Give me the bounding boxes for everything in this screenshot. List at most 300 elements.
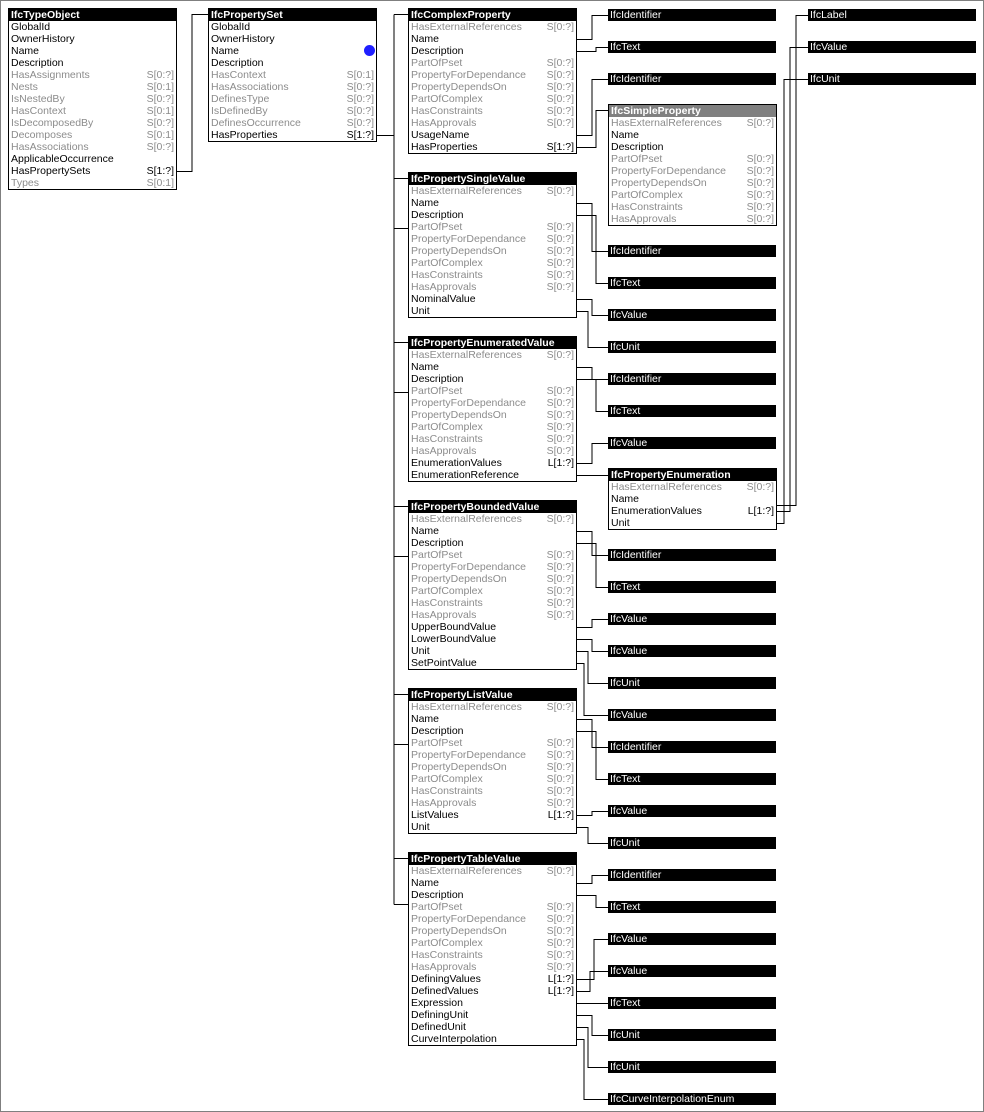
type-ifc-value[interactable]: IfcValue (608, 645, 776, 657)
attribute-property-depends-on (409, 925, 576, 937)
attribute-name: PartOfComplex (411, 257, 483, 269)
attribute-name: Description (411, 209, 464, 221)
attribute-cardinality: S[0:?] (746, 165, 774, 177)
attribute-description (409, 373, 576, 385)
attribute-name: HasAssociations (11, 141, 89, 153)
attribute-name: PartOfComplex (411, 773, 483, 785)
attribute-has-approvals (409, 281, 576, 293)
connector-line (577, 828, 608, 844)
type-ifc-value[interactable]: IfcValue (608, 437, 776, 449)
attribute-name: DefinedUnit (411, 1021, 466, 1033)
attribute-cardinality: L[1:?] (547, 457, 574, 469)
attribute-name: IsNestedBy (11, 93, 65, 105)
attribute-part-of-complex (409, 421, 576, 433)
attribute-name: PropertyDependsOn (411, 81, 507, 93)
connector-line (577, 204, 608, 252)
attribute-name: PropertyDependsOn (411, 761, 507, 773)
attribute-property-for-dependance (409, 397, 576, 409)
connector-line (777, 48, 808, 512)
attribute-cardinality: S[0:?] (346, 93, 374, 105)
attribute-name: HasConstraints (411, 269, 483, 281)
attribute-name (409, 877, 576, 889)
attribute-cardinality: S[0:?] (546, 949, 574, 961)
attribute-has-external-references (409, 349, 576, 361)
entity-ifc-simple-property[interactable] (608, 104, 777, 226)
attribute-name: HasExternalReferences (411, 21, 522, 33)
entity-title: IfcPropertyListValue (409, 689, 576, 701)
attribute-has-external-references (409, 21, 576, 33)
attribute-name: PartOfPset (411, 901, 463, 913)
attribute-property-for-dependance (409, 913, 576, 925)
attribute-property-for-dependance (609, 165, 776, 177)
attribute-cardinality: S[0:?] (146, 69, 174, 81)
type-ifc-text[interactable]: IfcText (608, 581, 776, 593)
attribute-name (409, 713, 576, 725)
attribute-defines-occurrence (209, 117, 376, 129)
attribute-has-properties (409, 141, 576, 153)
attribute-name: Name (211, 45, 240, 57)
attribute-name: Description (211, 57, 264, 69)
attribute-cardinality: S[0:?] (546, 397, 574, 409)
attribute-name: Description (411, 45, 464, 57)
attribute-has-context (9, 105, 176, 117)
attribute-cardinality: S[1:?] (146, 165, 174, 177)
attribute-cardinality: S[0:?] (546, 69, 574, 81)
attribute-applicable-occurrence (9, 153, 176, 165)
type-ifc-text[interactable]: IfcText (608, 41, 776, 53)
type-ifc-identifier[interactable]: IfcIdentifier (608, 245, 776, 257)
attribute-name (209, 45, 376, 57)
attribute-cardinality: S[0:?] (546, 93, 574, 105)
attribute-name: HasConstraints (611, 201, 683, 213)
type-ifc-value[interactable]: IfcValue (608, 965, 776, 977)
attribute-cardinality: S[0:?] (546, 761, 574, 773)
type-ifc-unit[interactable]: IfcUnit (608, 837, 776, 849)
attribute-curve-interpolation (409, 1033, 576, 1045)
attribute-usage-name (409, 129, 576, 141)
attribute-name: HasPropertySets (11, 165, 91, 177)
attribute-name: HasExternalReferences (411, 185, 522, 197)
attribute-name: Description (411, 373, 464, 385)
attribute-name: Description (11, 57, 64, 69)
attribute-defining-unit (409, 1009, 576, 1021)
attribute-nominal-value (409, 293, 576, 305)
attribute-name: HasConstraints (411, 785, 483, 797)
attribute-has-external-references (609, 481, 776, 493)
attribute-cardinality: S[0:?] (546, 937, 574, 949)
type-ifc-unit[interactable]: IfcUnit (608, 1029, 776, 1041)
type-ifc-identifier[interactable]: IfcIdentifier (608, 741, 776, 753)
type-ifc-text[interactable]: IfcText (608, 997, 776, 1009)
entity-title: IfcComplexProperty (409, 9, 576, 21)
attribute-description (409, 45, 576, 57)
attribute-cardinality: S[0:?] (546, 385, 574, 397)
attribute-name: Name (611, 129, 640, 141)
attribute-description (9, 57, 176, 69)
attribute-cardinality: S[0:1] (146, 129, 174, 141)
attribute-name: HasApprovals (411, 609, 477, 621)
attribute-property-depends-on (409, 81, 576, 93)
attribute-property-for-dependance (409, 233, 576, 245)
attribute-name: PropertyForDependance (411, 561, 526, 573)
connector-line (577, 444, 608, 464)
attribute-part-of-pset (409, 57, 576, 69)
attribute-part-of-pset (409, 385, 576, 397)
attribute-cardinality: S[0:?] (546, 21, 574, 33)
type-ifc-value[interactable]: IfcValue (608, 933, 776, 945)
attribute-has-approvals (409, 609, 576, 621)
attribute-owner-history (209, 33, 376, 45)
attribute-has-approvals (409, 797, 576, 809)
attribute-cardinality: S[1:?] (546, 141, 574, 153)
attribute-name: HasContext (11, 105, 66, 117)
attribute-cardinality: S[0:?] (546, 597, 574, 609)
attribute-cardinality: S[0:?] (546, 409, 574, 421)
attribute-name: HasConstraints (411, 105, 483, 117)
attribute-global-id (9, 21, 176, 33)
attribute-name: PartOfComplex (411, 937, 483, 949)
connector-line (577, 16, 608, 40)
attribute-name: HasApprovals (411, 281, 477, 293)
attribute-cardinality: S[0:?] (546, 785, 574, 797)
attribute-name: IsDecomposedBy (11, 117, 94, 129)
attribute-property-depends-on (409, 409, 576, 421)
attribute-name: PropertyForDependance (411, 913, 526, 925)
attribute-name: Types (11, 177, 40, 189)
attribute-is-decomposed-by (9, 117, 176, 129)
attribute-cardinality: S[0:1] (146, 105, 174, 117)
attribute-name: HasAssociations (211, 81, 289, 93)
attribute-name (609, 493, 776, 505)
connector-line (577, 664, 608, 716)
connector-line (577, 652, 608, 684)
attribute-name: PartOfPset (411, 385, 463, 397)
attribute-part-of-pset (609, 153, 776, 165)
type-ifc-unit[interactable]: IfcUnit (808, 73, 976, 85)
type-ifc-unit[interactable]: IfcUnit (608, 677, 776, 689)
attribute-list-values (409, 809, 576, 821)
attribute-name: Unit (411, 821, 430, 833)
attribute-cardinality: S[0:?] (346, 117, 374, 129)
attribute-name: ListValues (411, 809, 459, 821)
connector-line (577, 812, 608, 816)
attribute-has-associations (209, 81, 376, 93)
attribute-name (409, 33, 576, 45)
connector-line (577, 300, 608, 316)
attribute-description (409, 537, 576, 549)
type-ifc-unit[interactable]: IfcUnit (608, 341, 776, 353)
entity-ifc-type-object[interactable] (8, 8, 177, 190)
attribute-has-constraints (609, 201, 776, 213)
attribute-property-depends-on (609, 177, 776, 189)
attribute-name: GlobalId (11, 21, 51, 33)
attribute-name: SetPointValue (411, 657, 477, 669)
attribute-property-for-dependance (409, 69, 576, 81)
attribute-description (409, 889, 576, 901)
attribute-name: DefinesType (211, 93, 270, 105)
attribute-has-properties (209, 129, 376, 141)
attribute-name: Decomposes (11, 129, 73, 141)
attribute-cardinality: S[0:?] (546, 961, 574, 973)
attribute-part-of-pset (409, 221, 576, 233)
entity-ifc-property-enumerated-value[interactable] (408, 336, 577, 482)
attribute-name: PartOfComplex (411, 585, 483, 597)
entity-ifc-property-set[interactable] (208, 8, 377, 142)
attribute-cardinality: S[0:1] (346, 69, 374, 81)
attribute-name: DefinesOccurrence (211, 117, 301, 129)
attribute-name: PartOfComplex (411, 421, 483, 433)
attribute-property-for-dependance (409, 749, 576, 761)
attribute-expression (409, 997, 576, 1009)
attribute-cardinality: S[0:?] (546, 925, 574, 937)
type-ifc-value[interactable]: IfcValue (808, 41, 976, 53)
attribute-name: PropertyForDependance (411, 749, 526, 761)
attribute-has-assignments (9, 69, 176, 81)
attribute-part-of-complex (409, 937, 576, 949)
attribute-name: HasConstraints (411, 433, 483, 445)
entity-ifc-property-table-value[interactable] (408, 852, 577, 1046)
attribute-part-of-pset (409, 901, 576, 913)
attribute-name: Expression (411, 997, 463, 1009)
attribute-cardinality: S[0:?] (546, 281, 574, 293)
attribute-cardinality: S[0:?] (546, 245, 574, 257)
connector-line (577, 1016, 608, 1036)
attribute-name: PropertyDependsOn (411, 245, 507, 257)
attribute-description (609, 141, 776, 153)
attribute-enumeration-values (409, 457, 576, 469)
attribute-name: DefinedValues (411, 985, 479, 997)
attribute-cardinality: S[0:?] (546, 445, 574, 457)
attribute-name: DefiningValues (411, 973, 481, 985)
connector-line (577, 368, 608, 380)
type-ifc-curve-interpolation-enum[interactable]: IfcCurveInterpolationEnum (608, 1093, 776, 1105)
attribute-cardinality: S[0:?] (546, 901, 574, 913)
attribute-name: PartOfPset (411, 737, 463, 749)
attribute-name: HasExternalReferences (411, 865, 522, 877)
type-ifc-text[interactable]: IfcText (608, 405, 776, 417)
attribute-name: PropertyDependsOn (411, 409, 507, 421)
attribute-cardinality: S[0:?] (546, 257, 574, 269)
attribute-name: PartOfPset (411, 549, 463, 561)
attribute-cardinality: S[0:?] (546, 749, 574, 761)
attribute-cardinality: S[1:?] (346, 129, 374, 141)
type-ifc-value[interactable]: IfcValue (608, 805, 776, 817)
attribute-cardinality: S[0:?] (546, 433, 574, 445)
type-ifc-value[interactable]: IfcValue (608, 613, 776, 625)
connector-line (577, 312, 608, 348)
attribute-cardinality: S[0:?] (546, 233, 574, 245)
attribute-name: DefiningUnit (411, 1009, 469, 1021)
attribute-cardinality: S[0:?] (546, 105, 574, 117)
attribute-name: Name (11, 45, 40, 57)
attribute-name: Unit (611, 517, 630, 529)
entity-title: IfcPropertyTableValue (409, 853, 576, 865)
attribute-cardinality: S[0:?] (546, 349, 574, 361)
attribute-has-external-references (409, 865, 576, 877)
attribute-has-approvals (609, 213, 776, 225)
attribute-description (409, 209, 576, 221)
attribute-name: PartOfPset (611, 153, 663, 165)
attribute-cardinality: S[0:?] (546, 573, 574, 585)
attribute-cardinality: S[0:?] (546, 81, 574, 93)
attribute-cardinality: S[0:?] (746, 153, 774, 165)
attribute-types (9, 177, 176, 189)
connector-line (577, 720, 608, 748)
attribute-part-of-complex (609, 189, 776, 201)
attribute-cardinality: S[0:?] (746, 213, 774, 225)
entity-ifc-property-enumeration[interactable] (608, 468, 777, 530)
type-ifc-value[interactable]: IfcValue (608, 709, 776, 721)
connector-line (577, 1040, 608, 1100)
attribute-property-depends-on (409, 245, 576, 257)
attribute-name: HasExternalReferences (411, 701, 522, 713)
attribute-has-constraints (409, 105, 576, 117)
attribute-name: OwnerHistory (11, 33, 75, 45)
attribute-name: Name (411, 713, 440, 725)
attribute-cardinality: L[1:?] (547, 973, 574, 985)
attribute-cardinality: S[0:?] (546, 221, 574, 233)
attribute-name: HasApprovals (411, 445, 477, 457)
attribute-name: PropertyForDependance (611, 165, 726, 177)
attribute-has-approvals (409, 445, 576, 457)
attribute-name: Name (611, 493, 640, 505)
attribute-is-defined-by (209, 105, 376, 117)
attribute-cardinality: S[0:1] (146, 177, 174, 189)
attribute-cardinality: S[0:?] (546, 57, 574, 69)
type-ifc-text[interactable]: IfcText (608, 901, 776, 913)
attribute-part-of-pset (409, 737, 576, 749)
attribute-name: HasProperties (211, 129, 278, 141)
attribute-name: PropertyDependsOn (411, 573, 507, 585)
type-ifc-unit[interactable]: IfcUnit (608, 1061, 776, 1073)
attribute-has-external-references (409, 701, 576, 713)
attribute-nests (9, 81, 176, 93)
type-ifc-value[interactable]: IfcValue (608, 309, 776, 321)
type-ifc-text[interactable]: IfcText (608, 773, 776, 785)
attribute-has-context (209, 69, 376, 81)
entity-ifc-property-list-value[interactable] (408, 688, 577, 834)
attribute-property-depends-on (409, 761, 576, 773)
attribute-unit (609, 517, 776, 529)
attribute-has-external-references (609, 117, 776, 129)
attribute-has-approvals (409, 961, 576, 973)
attribute-cardinality: S[0:?] (546, 269, 574, 281)
attribute-owner-history (9, 33, 176, 45)
attribute-has-constraints (409, 949, 576, 961)
attribute-has-associations (9, 141, 176, 153)
attribute-name: HasApprovals (411, 117, 477, 129)
attribute-cardinality: S[0:?] (546, 913, 574, 925)
attribute-name: PartOfComplex (611, 189, 683, 201)
connector-line (577, 620, 608, 628)
attribute-name: IsDefinedBy (211, 105, 268, 117)
attribute-has-constraints (409, 597, 576, 609)
attribute-unit (409, 305, 576, 317)
attribute-defined-values (409, 985, 576, 997)
attribute-cardinality: S[0:?] (346, 105, 374, 117)
attribute-name: Name (411, 33, 440, 45)
attribute-part-of-pset (409, 549, 576, 561)
attribute-cardinality: S[0:?] (546, 737, 574, 749)
attribute-global-id (209, 21, 376, 33)
connector-line (577, 640, 608, 652)
type-ifc-identifier[interactable]: IfcIdentifier (608, 373, 776, 385)
attribute-cardinality: S[0:?] (546, 513, 574, 525)
attribute-name: HasExternalReferences (611, 117, 722, 129)
entity-ifc-property-bounded-value[interactable] (408, 500, 577, 670)
type-ifc-identifier[interactable]: IfcIdentifier (608, 549, 776, 561)
attribute-name: HasContext (211, 69, 266, 81)
attribute-name: HasExternalReferences (411, 349, 522, 361)
type-ifc-identifier[interactable]: IfcIdentifier (608, 9, 776, 21)
attribute-name: PropertyDependsOn (611, 177, 707, 189)
attribute-name: Name (411, 525, 440, 537)
attribute-name: HasApprovals (411, 961, 477, 973)
entity-title: IfcPropertySet (209, 9, 376, 21)
entity-ifc-complex-property[interactable] (408, 8, 577, 154)
attribute-enumeration-values (609, 505, 776, 517)
attribute-name: HasProperties (411, 141, 478, 153)
entity-ifc-property-single-value[interactable] (408, 172, 577, 318)
attribute-part-of-complex (409, 773, 576, 785)
attribute-cardinality: S[0:?] (746, 201, 774, 213)
attribute-name: GlobalId (211, 21, 251, 33)
attribute-name: UpperBoundValue (411, 621, 497, 633)
attribute-name: HasApprovals (411, 797, 477, 809)
entity-title: IfcPropertyEnumeratedValue (409, 337, 576, 349)
attribute-cardinality: L[1:?] (547, 985, 574, 997)
attribute-defined-unit (409, 1021, 576, 1033)
attribute-cardinality: S[0:?] (146, 117, 174, 129)
attribute-name: CurveInterpolation (411, 1033, 497, 1045)
attribute-name: PartOfPset (411, 57, 463, 69)
attribute-description (209, 57, 376, 69)
entity-title: IfcPropertySingleValue (409, 173, 576, 185)
attribute-name: NominalValue (411, 293, 476, 305)
attribute-cardinality: S[0:?] (746, 189, 774, 201)
attribute-cardinality: S[0:?] (346, 81, 374, 93)
attribute-name (409, 361, 576, 373)
attribute-defines-type (209, 93, 376, 105)
attribute-has-constraints (409, 785, 576, 797)
type-ifc-identifier[interactable]: IfcIdentifier (608, 73, 776, 85)
attribute-name: Description (411, 537, 464, 549)
attribute-set-point-value (409, 657, 576, 669)
attribute-defining-values (409, 973, 576, 985)
attribute-name: Name (411, 877, 440, 889)
connector-line (577, 972, 608, 992)
attribute-name: EnumerationReference (411, 469, 519, 481)
attribute-name (609, 129, 776, 141)
attribute-cardinality: L[1:?] (747, 505, 774, 517)
type-ifc-identifier[interactable]: IfcIdentifier (608, 869, 776, 881)
attribute-cardinality: S[0:?] (546, 609, 574, 621)
attribute-has-constraints (409, 269, 576, 281)
connector-line (577, 80, 608, 136)
type-ifc-label[interactable]: IfcLabel (808, 9, 976, 21)
attribute-name: Unit (411, 645, 430, 657)
attribute-enumeration-reference (409, 469, 576, 481)
connector-line (177, 15, 208, 172)
type-ifc-text[interactable]: IfcText (608, 277, 776, 289)
attribute-part-of-complex (409, 257, 576, 269)
attribute-cardinality: S[0:?] (546, 773, 574, 785)
attribute-name: PartOfComplex (411, 93, 483, 105)
attribute-cardinality: S[0:?] (546, 585, 574, 597)
attribute-name: Description (611, 141, 664, 153)
attribute-name (9, 45, 176, 57)
attribute-upper-bound-value (409, 621, 576, 633)
